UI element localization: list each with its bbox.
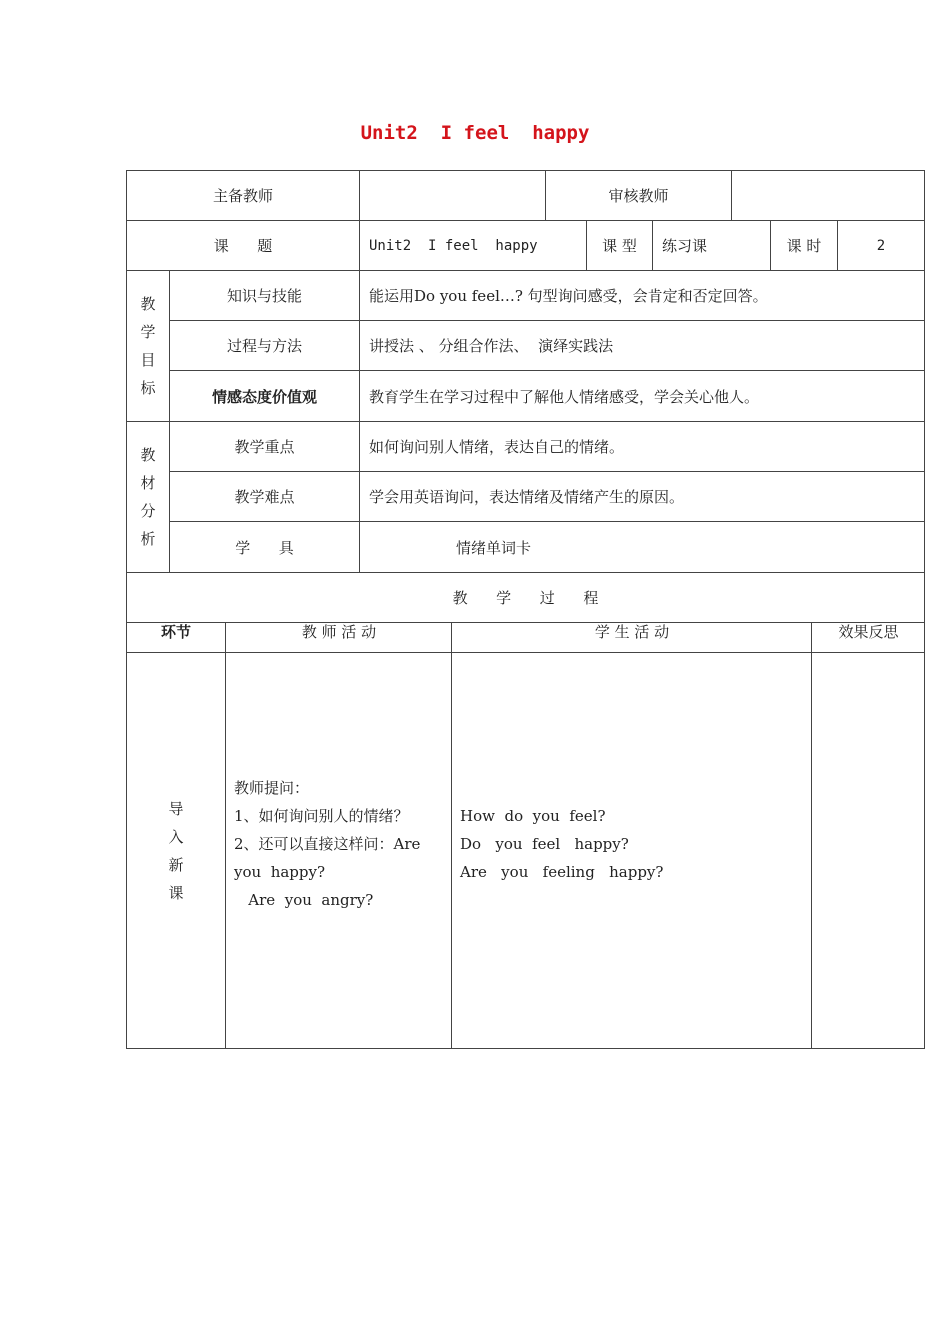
teacher-line: 1、如何询问别人的情绪？ — [234, 807, 409, 825]
analysis-label-cell — [169, 471, 360, 522]
hours-value: 2 — [876, 237, 886, 254]
reviewer-label: 审核教师 — [608, 187, 669, 205]
student-line: Do you feel happy? — [460, 835, 629, 853]
col-teacher-header — [226, 622, 452, 640]
goal-value-cell — [359, 370, 925, 422]
stage-char: 课 — [168, 883, 184, 902]
stage-char: 入 — [168, 827, 184, 846]
reviewer-value-cell — [731, 170, 925, 221]
goal-label-attitude: 情感态度价值观 — [211, 387, 317, 406]
analysis-value-cell — [359, 521, 925, 573]
analysis-value-cell — [359, 421, 925, 472]
stage-cell — [126, 653, 226, 1048]
analysis-label-difficulty: 教学难点 — [234, 488, 295, 506]
goals-group-label — [126, 270, 170, 422]
process-right-border — [924, 622, 925, 1049]
goal-value-attitude: 教育学生在学习过程中了解他人情绪感受，学会关心他人。 — [369, 387, 760, 406]
goal-label-process: 过程与方法 — [226, 337, 302, 355]
goals-char: 教 — [140, 295, 156, 313]
analysis-char: 材 — [140, 474, 156, 492]
topic-value: Unit2 I feel happy — [369, 237, 538, 254]
main-teacher-value-cell — [359, 170, 546, 221]
analysis-label-cell — [169, 521, 360, 573]
process-heading: 教 学 过 程 — [452, 589, 599, 607]
goal-value-cell — [359, 320, 925, 371]
analysis-label-key: 教学重点 — [234, 438, 295, 456]
student-line: How do you feel? — [460, 807, 606, 825]
analysis-value-key: 如何询问别人情绪，表达自己的情绪。 — [369, 438, 625, 456]
goal-label-knowledge: 知识与技能 — [226, 287, 302, 305]
goals-char: 学 — [140, 323, 156, 341]
analysis-char: 教 — [140, 446, 156, 464]
goal-label-cell — [169, 370, 360, 422]
goal-value-process: 讲授法 、 分组合作法、 演绎实践法 — [369, 337, 614, 355]
teacher-line: Are you angry? — [234, 891, 374, 909]
hours-value-cell — [837, 220, 925, 271]
main-teacher-label: 主备教师 — [212, 187, 273, 205]
type-label-cell — [586, 220, 653, 271]
col-stage-label: 环节 — [160, 622, 191, 641]
student-line: Are you feeling happy? — [460, 863, 664, 881]
goal-value-cell — [359, 270, 925, 321]
col-reflection-label: 效果反思 — [838, 622, 899, 641]
col-teacher-label: 教 师 活 动 — [301, 622, 377, 641]
type-value-cell — [652, 220, 771, 271]
teacher-line: you happy? — [234, 863, 326, 881]
col-reflection-header — [812, 622, 925, 640]
stage-char: 导 — [168, 799, 184, 818]
main-teacher-label-cell — [126, 170, 360, 221]
analysis-label-tools: 学 具 — [235, 538, 294, 557]
stage-char: 新 — [168, 855, 184, 874]
analysis-value-cell — [359, 471, 925, 522]
process-heading-cell — [126, 572, 925, 623]
type-label: 课 型 — [602, 237, 637, 255]
hours-label-cell — [770, 220, 838, 271]
page-title: Unit2 I feel happy — [360, 122, 590, 144]
teacher-line: 2、还可以直接这样问：Are — [234, 835, 421, 853]
type-value: 练习课 — [662, 237, 708, 255]
goals-char: 标 — [140, 379, 156, 397]
col-student-label: 学 生 活 动 — [594, 622, 670, 641]
process-bottom-border — [126, 1048, 925, 1049]
topic-label-cell — [126, 220, 360, 271]
student-activity-cell — [452, 802, 811, 886]
analysis-value-tools: 情绪单词卡 — [456, 538, 532, 557]
analysis-char: 分 — [140, 502, 156, 520]
analysis-value-difficulty: 学会用英语询问，表达情绪及情绪产生的原因。 — [369, 488, 685, 506]
process-header-divider — [126, 652, 925, 653]
analysis-group-label — [126, 421, 170, 573]
reviewer-label-cell — [545, 170, 732, 221]
goal-label-cell — [169, 270, 360, 321]
col-stage-header — [126, 622, 226, 640]
analysis-char: 析 — [140, 530, 156, 548]
goals-char: 目 — [140, 351, 156, 369]
goal-label-cell — [169, 320, 360, 371]
hours-label: 课 时 — [786, 237, 822, 255]
col-student-header — [452, 622, 812, 640]
topic-value-cell — [359, 220, 587, 271]
topic-label: 课 题 — [213, 237, 273, 255]
teacher-line: 教师提问： — [234, 779, 310, 797]
analysis-label-cell — [169, 421, 360, 472]
reflection-cell — [812, 653, 924, 1048]
goal-value-knowledge: 能运用Do you feel…? 句型询问感受，会肯定和否定回答。 — [369, 287, 768, 305]
teacher-activity-cell — [226, 774, 451, 914]
